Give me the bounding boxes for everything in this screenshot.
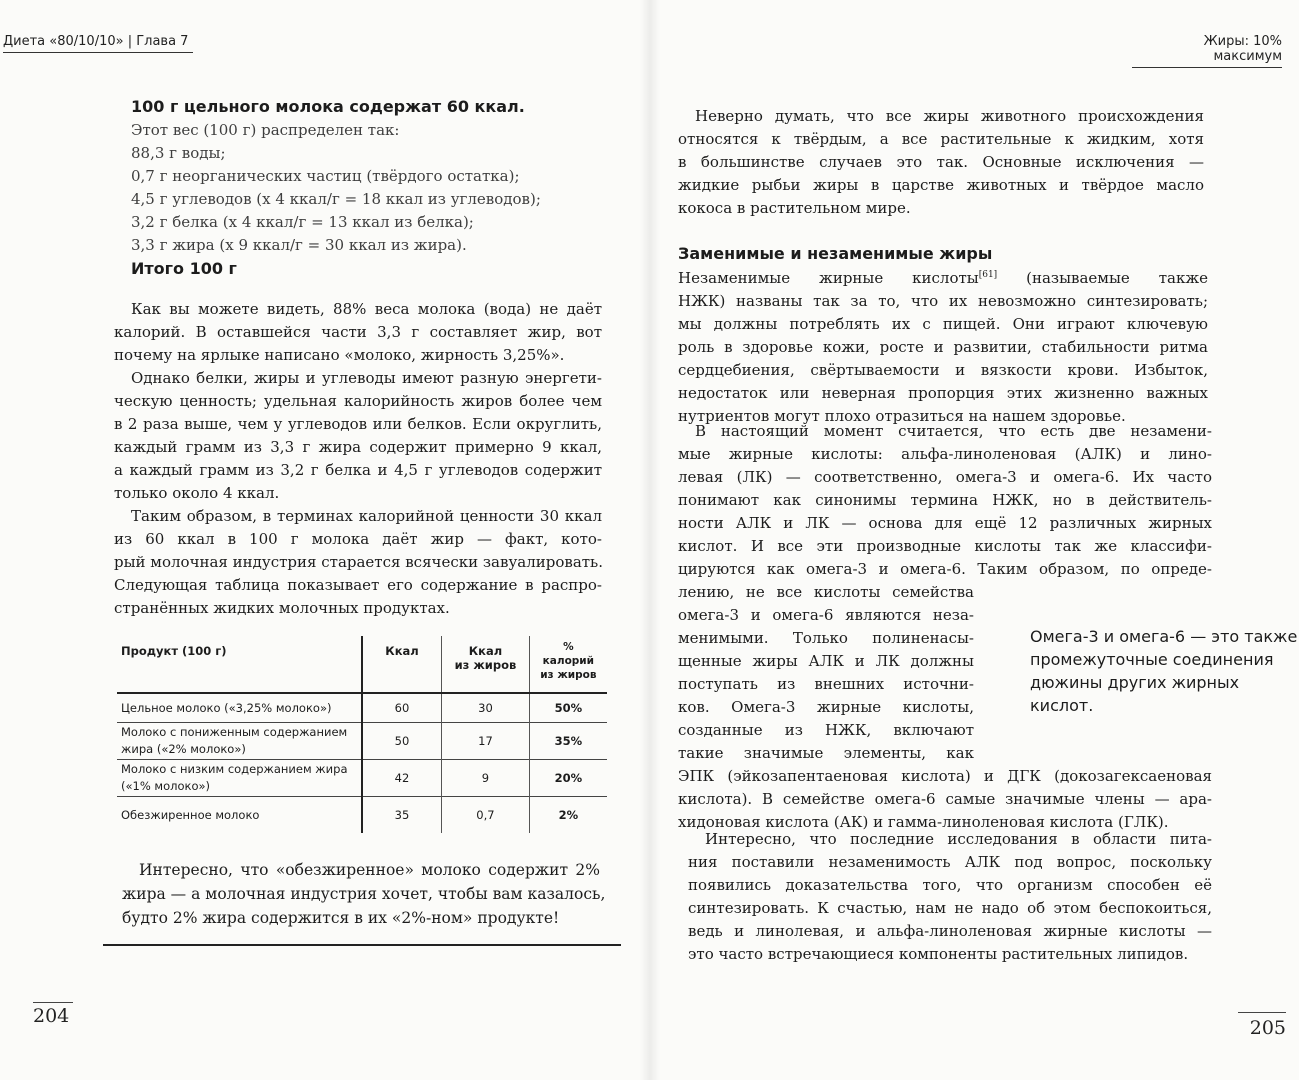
text-line: из 60 ккал в 100 г молока даёт жир — факт, кото- <box>114 530 602 548</box>
text-line: Неверно думать, что все жиры животного происхождения <box>695 107 1204 125</box>
text-line: рый молочная индустрия старается всячески завуалировать. <box>114 553 603 571</box>
cell-product <box>117 760 362 797</box>
running-head-left: Диета «80/10/10» | Глава 7 <box>3 34 193 53</box>
text-line: жира — а молочная индустрия хочет, чтобы вам казалось, <box>122 885 606 903</box>
text-line: менимыми. Только полиненасы- <box>678 629 974 647</box>
text-line: кислота). В семействе омега-6 самые значимые члены — ара- <box>678 790 1212 808</box>
para-research <box>688 828 1212 966</box>
table-row <box>117 723 607 760</box>
text-line: только около 4 ккал. <box>114 484 280 502</box>
text-line: ческую ценность; удельная калорийность жиров более чем <box>114 392 602 410</box>
text-line: недостаток или неверная пропорция этих жизненно важных <box>678 384 1208 402</box>
paragraph <box>114 505 602 620</box>
text-line: НЖК) названы так за то, что их невозможно синтезировать; <box>678 292 1208 310</box>
cell-kcal: 50 <box>362 723 442 760</box>
cell-kcal: 42 <box>362 760 442 797</box>
text-line: в 2 раза выше, чем у углеводов или белков. Если округлить, <box>114 415 602 433</box>
header-kcal-fat <box>442 636 530 693</box>
text-line: роль в здоровье кожи, росте и развитии, стабильности ритма <box>678 338 1208 356</box>
text-line: кокоса в растительном мире. <box>678 199 911 217</box>
cell-product <box>117 797 362 834</box>
cell-kcal: 60 <box>362 693 442 723</box>
breakdown-line: 88,3 г воды; <box>131 144 226 162</box>
text-line: В настоящий момент считается, что есть две незамени- <box>695 422 1212 440</box>
text-line: сердцебиения, свёртываемости и вязкости крови. Избыток, <box>678 361 1208 379</box>
text-line: а каждый грамм из 3,2 г белка и 4,5 г углеводов содержит <box>114 461 602 479</box>
text-line: нутриентов могут плохо отразиться на нашем здоровье. <box>678 407 1126 425</box>
text-line: странённых жидких молочных продуктах. <box>114 599 450 617</box>
cell-product <box>117 723 362 760</box>
text-line: ния поставили незаменимость АЛК под вопрос, поскольку <box>688 853 1212 871</box>
cell-text: Молоко с пониженным содержанием <box>121 725 348 739</box>
text-line: почему на ярлыке написано «молоко, жирность 3,25%». <box>114 346 565 364</box>
text-line: жидкие рыбьи жиры в царстве животных и твёрдое масло <box>678 176 1204 194</box>
text-line: ведь и линолевая, и альфа-линоленовая жирные кислоты — <box>688 922 1212 940</box>
intro-paragraph <box>678 105 1204 220</box>
text-line: синтезировать. К счастью, нам не надо об этом беспокоиться, <box>688 899 1212 917</box>
table-row <box>117 693 607 723</box>
cell-text: жира («2% молоко») <box>121 742 246 756</box>
breakdown-total: Итого 100 г <box>131 259 237 278</box>
breakdown-line: 3,3 г жира (x 9 ккал/г = 30 ккал из жира). <box>131 236 467 254</box>
cell-text: Молоко с низким содержанием жира <box>121 762 348 776</box>
text-line: каждый грамм из 3,3 г жира содержит примерно 9 ккал, <box>114 438 602 456</box>
cell-text: Обезжиренное молоко <box>121 808 260 822</box>
callout-line: дюжины других жирных <box>1030 673 1240 692</box>
footnote-ref[interactable]: [61] <box>978 270 998 280</box>
text-line: это часто встречающиеся компоненты растительных липидов. <box>688 945 1189 963</box>
breakdown-line: Этот вес (100 г) распределен так: <box>131 121 400 139</box>
header-text: из жиров <box>540 669 597 681</box>
text-line: Однако белки, жиры и углеводы имеют разную энергети- <box>131 369 602 387</box>
cell-product <box>117 693 362 723</box>
table-row <box>117 760 607 797</box>
breakdown-title: 100 г цельного молока содержат 60 ккал. <box>131 97 525 116</box>
text-line: кислот. И все эти производные кислоты так же классифи- <box>678 537 1212 555</box>
callout-line: кислот. <box>1030 696 1094 715</box>
header-text: % <box>563 641 574 653</box>
text-line: калорий. В оставшейся части 3,3 г составляет жир, вот <box>114 323 602 341</box>
narrow-column <box>678 581 974 765</box>
text-span: Незаменимые жирные кислоты <box>678 269 979 287</box>
table-row <box>117 797 607 834</box>
text-line: Интересно, что «обезжиренное» молоко содержит 2% <box>139 861 600 879</box>
cell-fat-kcal: 17 <box>442 723 530 760</box>
milk-fat-table <box>117 636 607 833</box>
text-line: будто 2% жира содержится в их «2%-ном» продукте! <box>122 909 560 927</box>
paragraph <box>114 367 602 505</box>
text-line: щенные жиры АЛК и ЛК должны <box>678 652 974 670</box>
breakdown-line: 0,7 г неорганических частиц (твёрдого остатка); <box>131 167 520 185</box>
header-product: Продукт (100 г) <box>121 644 227 658</box>
text-span: (называемые также <box>1026 269 1208 287</box>
text-line: такие значимые элементы, как <box>678 744 974 762</box>
text-line: созданные из НЖК, включают <box>678 721 974 739</box>
table-header-row <box>117 636 607 693</box>
section-heading: Заменимые и незаменимые жиры <box>678 244 993 263</box>
text-line: омега-3 и омега-6 являются неза- <box>678 606 974 624</box>
callout-line: промежуточные соединения <box>1030 650 1274 669</box>
cell-text: («1% молоко») <box>121 779 211 793</box>
text-line <box>678 264 1208 290</box>
cell-pct: 2% <box>529 797 607 834</box>
closing-text <box>122 858 606 930</box>
text-line: цируются как омега-3 и омега-6. Таким образом, по опреде- <box>678 560 1212 578</box>
text-line: левая (ЛК) — соответственно, омега-3 и омега-6. Их часто <box>678 468 1212 486</box>
text-line: поступать из внешних источни- <box>678 675 974 693</box>
right-page <box>650 0 1299 1080</box>
text-line: Интересно, что последние исследования в области пита- <box>705 830 1212 848</box>
header-text: из жиров <box>454 658 517 672</box>
text-line: хидоновая кислота (АК) и гамма-линоленовая кислота (ГЛК). <box>678 813 1169 831</box>
sidebar-callout <box>1030 625 1298 717</box>
text-line: Следующая таблица показывает его содержание в распро- <box>114 576 602 594</box>
text-line: лению, не все кислоты семейства <box>678 583 974 601</box>
cell-kcal: 35 <box>362 797 442 834</box>
breakdown-line: 4,5 г углеводов (x 4 ккал/г = 18 ккал из углеводов); <box>131 190 541 208</box>
header-text: Ккал <box>468 644 503 658</box>
breakdown-line: 3,2 г белка (x 4 ккал/г = 13 ккал из белка); <box>131 213 474 231</box>
text-line: ЭПК (эйкозапентаеновая кислота) и ДГК (докозагексаеновая <box>678 767 1212 785</box>
text-line: мые жирные кислоты: альфа-линоленовая (АЛК) и лино- <box>678 445 1212 463</box>
text-line: ков. Омега-3 жирные кислоты, <box>678 698 974 716</box>
cell-fat-kcal: 30 <box>442 693 530 723</box>
cell-pct: 35% <box>529 723 607 760</box>
cell-fat-kcal: 0,7 <box>442 797 530 834</box>
cell-fat-kcal: 9 <box>442 760 530 797</box>
para-essential-acids <box>678 264 1208 428</box>
cell-pct: 50% <box>529 693 607 723</box>
text-line: мы должны потреблять их с пищей. Они играют ключевую <box>678 315 1208 333</box>
breakdown-list <box>131 119 601 257</box>
closing-rule <box>103 944 621 946</box>
callout-line: Омега-3 и омега-6 — это также <box>1030 627 1298 646</box>
text-line: в большинстве случаев это так. Основные исключения — <box>678 153 1204 171</box>
header-pct <box>529 636 607 693</box>
running-head-right: Жиры: 10% максимум <box>1132 34 1282 68</box>
text-line: Как вы можете видеть, 88% веса молока (вода) не даёт <box>131 300 602 318</box>
cell-pct: 20% <box>529 760 607 797</box>
text-line: появились доказательства того, что организм способен её <box>688 876 1212 894</box>
text-line: понимают как синонимы термина НЖК, но в действитель- <box>678 491 1212 509</box>
milk-breakdown <box>131 94 601 281</box>
text-line: относятся к твёрдым, а все растительные к жидким, хотя <box>678 130 1204 148</box>
cell-text: Цельное молоко («3,25% молоко») <box>121 701 332 715</box>
header-kcal: Ккал <box>362 636 442 693</box>
paragraph <box>114 298 602 367</box>
page-number-right: 205 <box>1238 1012 1286 1039</box>
page-number-left: 204 <box>33 1002 73 1027</box>
text-line: Таким образом, в терминах калорийной ценности 30 ккал <box>131 507 602 525</box>
text-line: ности АЛК и ЛК — основа для ещё 12 различных жирных <box>678 514 1212 532</box>
header-text: калорий <box>542 655 595 667</box>
body-text-left <box>114 298 602 620</box>
